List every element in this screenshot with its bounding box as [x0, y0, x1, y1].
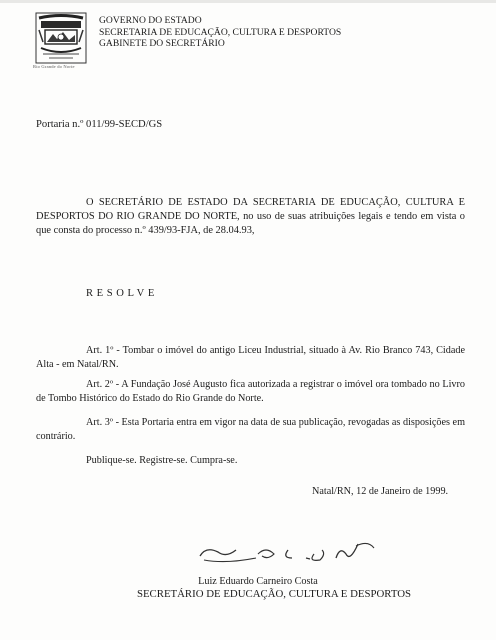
- intro-paragraph: [36, 196, 465, 238]
- intro-text: O SECRETÁRIO DE ESTADO DA SECRETARIA DE EDUCAÇÃO, CULTURA E DESPORTOS DO RIO GRANDE DO NORTE, no uso de suas atribuições legais e tendo em vista o que consta do processo n.º 439/93-FJA, de 28.04.93,: [36, 197, 465, 236]
- handwritten-signature: [196, 536, 396, 576]
- resolve-heading: RESOLVE: [86, 288, 158, 299]
- letterhead-line-cabinet: GABINETE DO SECRETÁRIO: [99, 38, 225, 49]
- seal-caption: Rio Grande do Norte: [33, 64, 75, 69]
- article-3: [36, 416, 465, 443]
- article-3-text: Art. 3º - Esta Portaria entra em vigor na data de sua publicação, revogadas as disposições em contrário.: [36, 417, 465, 442]
- scan-edge: [0, 0, 496, 3]
- letterhead-line-secretariat: SECRETARIA DE EDUCAÇÃO, CULTURA E DESPORTOS: [99, 26, 342, 38]
- article-1-text: Art. 1º - Tombar o imóvel do antigo Liceu Industrial, situado à Av. Rio Branco 743, Cidade Alta - em Natal/RN.: [36, 345, 465, 370]
- letterhead: [99, 15, 341, 50]
- state-seal-icon: [35, 12, 87, 64]
- signer-title-text: SECRETÁRIO DE EDUCAÇÃO, CULTURA E DESPORTOS: [136, 588, 412, 600]
- signer-name: [0, 576, 496, 587]
- article-2-text: Art. 2º - A Fundação José Augusto fica autorizada a registrar o imóvel ora tombado no Livro de Tombo Histórico do Estado do Rio Grande do Norte.: [36, 379, 465, 404]
- signer-title: [0, 588, 496, 600]
- portaria-number: Portaria n.º 011/99-SECD/GS: [36, 119, 163, 130]
- signer-name-text: Luiz Eduardo Carneiro Costa: [198, 576, 318, 587]
- place-date: Natal/RN, 12 de Janeiro de 1999.: [312, 486, 449, 497]
- article-2: [36, 378, 465, 405]
- article-1: [36, 344, 465, 371]
- letterhead-line-government: GOVERNO DO ESTADO: [99, 15, 202, 26]
- publication-order: Publique-se. Registre-se. Cumpra-se.: [86, 455, 238, 466]
